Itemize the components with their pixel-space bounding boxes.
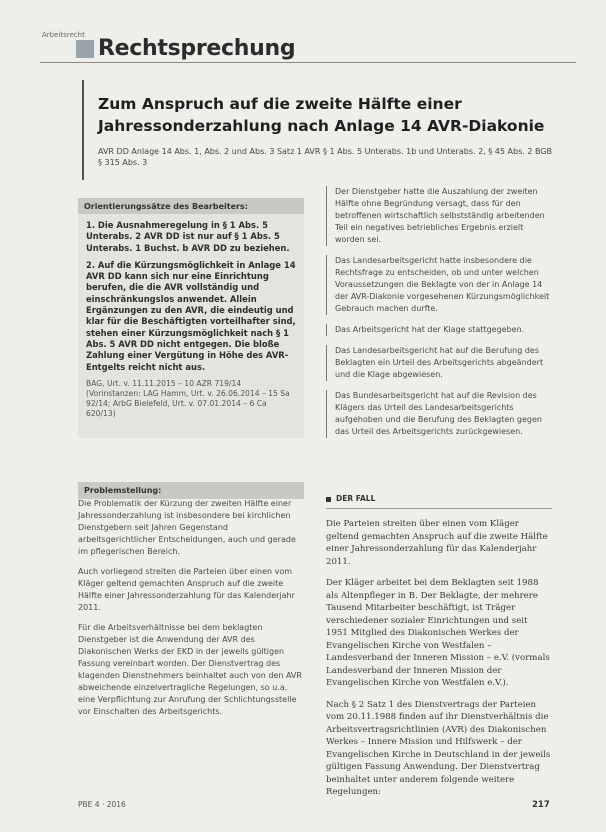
guidelines-heading: Orientierungssätze des Bearbeiters:: [78, 198, 304, 215]
problem-heading: Problemstellung:: [78, 482, 304, 499]
case-text: [326, 518, 552, 808]
page-title-wrap: [76, 36, 295, 61]
case-heading: [326, 494, 375, 503]
guidelines-box: [78, 214, 304, 438]
paragraph: Das Arbeitsgericht hat der Klage stattgegeben.: [326, 324, 552, 336]
paragraph: Der Dienstgeber hatte die Auszahlung der zweiten Hälfte ohne Begründung versagt, dass für den betroffenen wirtschaftlich selbstständig arbeitenden Teil ein negatives betriebliches Ergebnis erzielt worden sei.: [326, 186, 552, 246]
paragraph: Die Parteien streiten über einen vom Kläger geltend gemachten Anspruch auf die zweite Hälfte einer Jahressonderzahlung für das Kalenderjahr 2011.: [326, 519, 548, 567]
guideline-item: 2. Auf die Kürzungsmöglichkeit in Anlage 14 AVR DD kann sich nur eine Einrichtung berufen, die die AVR vollständig und einschränkungslos anwendet. Allein Ergänzungen zu den AVR, die eindeutig und klar für die Beschäftigten vorteilhafter sind, stehen einer Kürzungsmöglichkeit nach § 1 Abs. 5 AVR DD nicht entgegen. Die bloße Zahlung einer Vergütung in Höhe des AVR-Entgelts reicht nicht aus.: [86, 259, 296, 372]
guideline-item: 1. Die Ausnahmeregelung in § 1 Abs. 5 Unterabs. 2 AVR DD ist nur auf § 1 Abs. 5 Unterabs. 1 Buchst. b AVR DD zu beziehen.: [86, 220, 290, 253]
section-square-icon: [76, 40, 94, 58]
article-headline: Zum Anspruch auf die zweite Hälfte einer Jahressonderzahlung nach Anlage 14 AVR-Diakonie: [98, 95, 545, 135]
headline-rule: [82, 80, 84, 180]
paragraph: Das Landesarbeitsgericht hatte insbesondere die Rechtsfrage zu entscheiden, ob und unter welchen Voraussetzungen die Beklagte von der in Anlage 14 der AVR-Diakonie vorgesehenen Kürzungsmöglichkeit Gebrauch machen durfte.: [326, 255, 552, 315]
problem-text: [78, 498, 304, 726]
paragraph: Das Bundesarbeitsgericht hat auf die Revision des Klägers das Urteil des Landesarbeitsgerichts aufgehoben und die Berufung des Beklagten gegen das Urteil des Arbeitsgerichts zurückgewiesen.: [326, 390, 552, 438]
section-kicker: Arbeitsrecht: [42, 31, 85, 39]
case-heading-label: DER FALL: [336, 494, 376, 503]
journal-issue: PBE 4 · 2016: [78, 800, 126, 809]
paragraph: Das Landesarbeitsgericht hat auf die Berufung des Beklagten ein Urteil des Arbeitsgerichts abgeändert und die Klage abgewiesen.: [326, 345, 552, 381]
bullet-square-icon: [326, 497, 331, 502]
procedural-history: [326, 186, 552, 447]
case-divider: [326, 508, 552, 509]
page-title: Rechtsprechung: [98, 36, 296, 61]
paragraph: Nach § 2 Satz 1 des Dienstvertrags der Parteien vom 20.11.1988 finden auf ihr Dienstverhältnis die Arbeitsvertragsrichtlinien (AVR) des Diakonischen Werkes – Innere Mission und Hilfswerk – der Evangelischen Kirche in Deutschland in der jeweils gültigen Fassung Anwendung. Der Dienstvertrag beinhaltet unter anderem folgende weitere Regelungen:: [326, 699, 551, 797]
paragraph: Der Kläger arbeitet bei dem Beklagten seit 1988 als Altenpfleger in B. Der Beklagte, der mehrere Tausend Mitarbeiter beschäftigt, ist Träger verschiedener sozialer Einrichtungen und seit 1951 Mitglied des Diakonischen Werkes der Evangelischen Kirche von Westfalen – Landesverband der Inneren Mission – e.V. (vormals Landesverband der Inneren Mission der Evangelischen Kirche von Westfalen e.V.).: [326, 578, 550, 688]
legal-references: AVR DD Anlage 14 Abs. 1, Abs. 2 und Abs. 3 Satz 1 AVR § 1 Abs. 5 Unterabs. 1b und Unterabs. 2, § 45 Abs. 2 BGB § 315 Abs. 3: [98, 147, 552, 167]
title-divider: [40, 62, 576, 63]
page-number: 217: [532, 800, 550, 810]
paragraph: Die Problematik der Kürzung der zweiten Hälfte einer Jahressonderzahlung ist insbesondere bei kirchlichen Dienstgebern seit Jahren Gegenstand arbeitsgerichtlicher Entscheidungen, auch und gerade im pflegerischen Bereich.: [78, 499, 296, 556]
paragraph: Auch vorliegend streiten die Parteien über einen vom Kläger geltend gemachten Anspruch auf die zweite Hälfte einer Jahressonderzahlung für das Kalenderjahr 2011.: [78, 567, 295, 612]
paragraph: Für die Arbeitsverhältnisse bei dem beklagten Dienstgeber ist die Anwendung der AVR des Diakonischen Werks der EKD in der jeweils gültigen Fassung vereinbart worden. Der Dienstvertrag des klagenden Dienstnehmers beinhaltet auch von den AVR abweichende einzelvertragliche Regelungen, so u.a. eine Verpflichtung zur Anrufung der Schlichtungsstelle vor Einschalten des Arbeitsgerichts.: [78, 623, 302, 716]
court-citation: BAG, Urt. v. 11.11.2015 – 10 AZR 719/14 (Vorinstanzen: LAG Hamm, Urt. v. 26.06.2014 – 15 Sa 92/14; ArbG Bielefeld, Urt. v. 07.01.2014 – 6 Ca 620/13): [86, 378, 290, 418]
